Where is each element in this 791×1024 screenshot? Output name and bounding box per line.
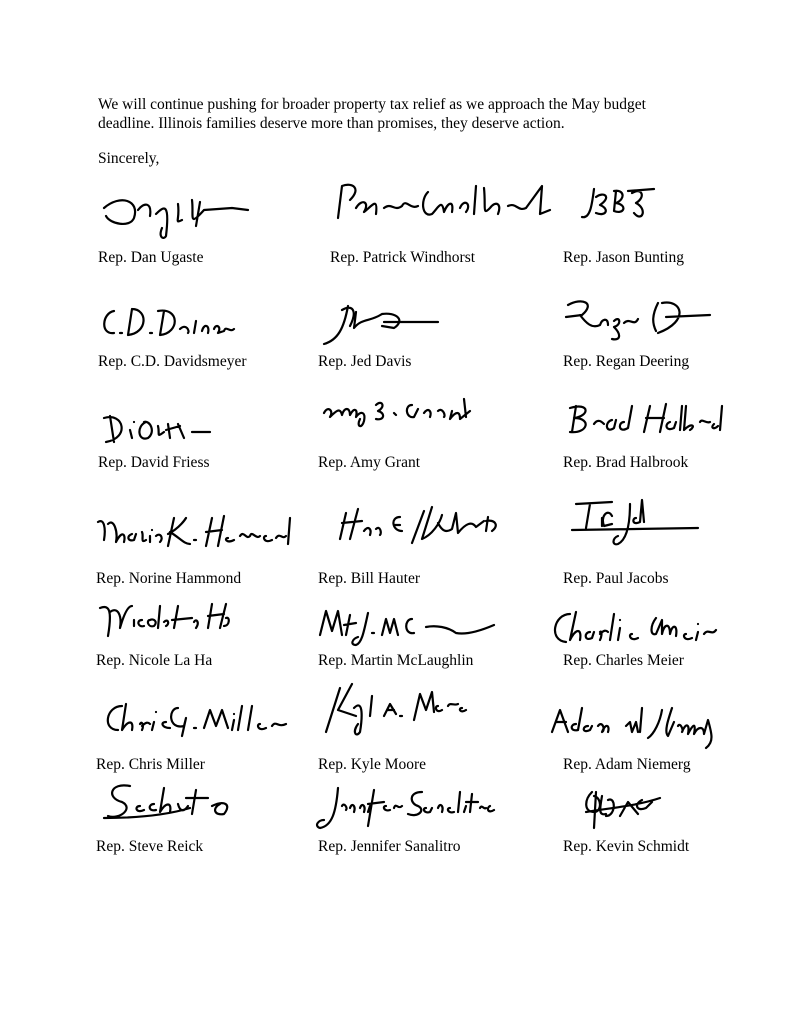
signature-paul-jacobs [572,496,702,551]
signature-nicole-la-ha [96,598,236,643]
signature-martin-mclaughlin [316,605,501,650]
signatory-name: Rep. Charles Meier [563,652,684,669]
signature-regan-deering [562,295,712,343]
signature-kevin-schmidt [580,786,670,836]
signature-brad-halbrook [566,400,726,440]
signatory-name: Rep. Jason Bunting [563,249,684,266]
signatory-name: Rep. Patrick Windhorst [330,249,476,266]
signatory-name: Rep. Kevin Schmidt [563,838,690,855]
signature-jed-davis [322,300,442,350]
signature-bill-hauter [336,503,506,548]
signature-david-friess [100,408,215,448]
signatory-name: Rep. Jed Davis [318,353,412,370]
signatory-name: Rep. Amy Grant [318,454,421,471]
signatory-name: Rep. Kyle Moore [318,756,427,773]
signatory-name: Rep. Chris Miller [96,756,205,773]
signatory-name: Rep. Bill Hauter [318,570,421,587]
signature-jason-bunting [580,183,660,228]
signatory-name: Rep. Adam Niemerg [563,756,691,773]
signature-cd-davidsmeyer [98,303,238,348]
signatory-name: Rep. David Friess [98,454,210,471]
signature-chris-miller [100,698,300,743]
signature-amy-grant [320,393,480,433]
signatory-name: Rep. Dan Ugaste [98,249,204,266]
signature-charles-meier [546,606,731,651]
signatory-name: Rep. Regan Deering [563,353,690,370]
signatory-name: Rep. Brad Halbrook [563,454,689,471]
signature-steve-reick [100,778,240,833]
signature-adam-niemerg [548,700,723,750]
signatory-name: Rep. Nicole La Ha [96,652,213,669]
signature-jennifer-sanalitro [314,782,494,832]
signatory-name: Rep. Martin McLaughlin [318,652,474,669]
signature-kyle-moore [318,680,488,740]
letter-paragraph: We will continue pushing for broader property tax relief as we approach the May budget deadline. Illinois families deserve more than promises, they deserve action. [98,96,646,132]
signature-norine-hammond [94,510,294,555]
signatory-name: Rep. Norine Hammond [96,570,242,587]
signatory-name: Rep. Jennifer Sanalitro [318,838,461,855]
signatory-name: Rep. Paul Jacobs [563,570,669,587]
signature-dan-ugaste [100,180,250,240]
letter-closing: Sincerely, [98,150,160,167]
signature-patrick-windhorst [332,178,552,228]
signatory-name: Rep. C.D. Davidsmeyer [98,353,247,370]
signatory-name: Rep. Steve Reick [96,838,204,855]
